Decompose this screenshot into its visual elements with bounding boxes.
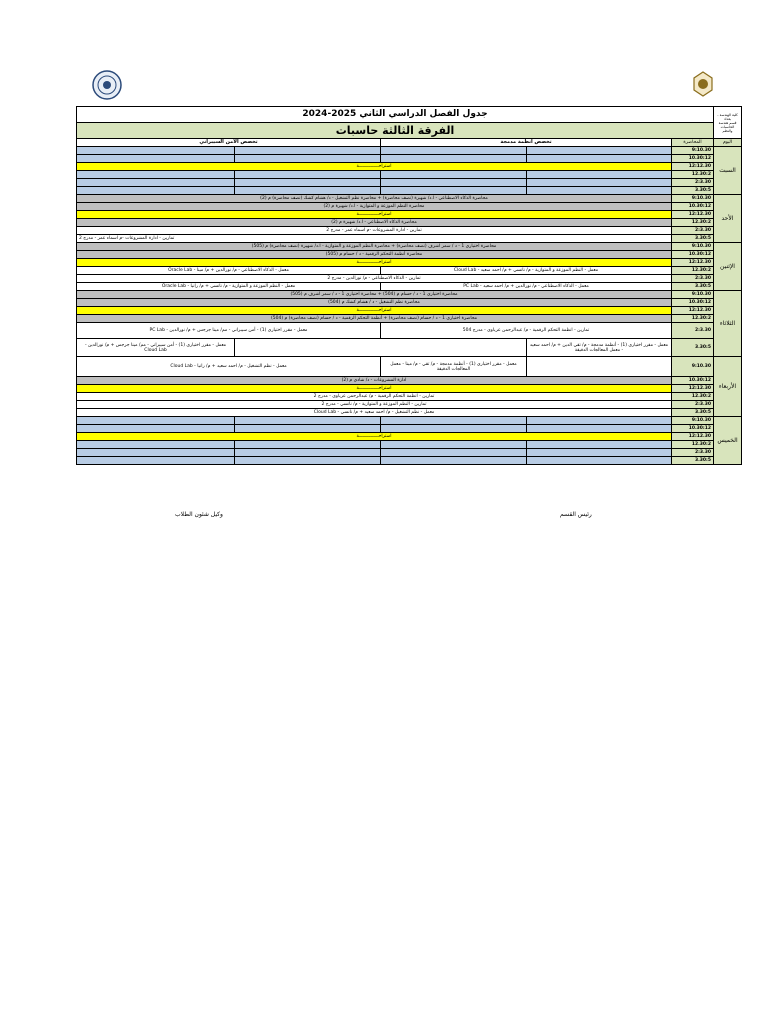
university-seal-logo xyxy=(92,70,122,100)
empty-cell xyxy=(381,155,527,163)
empty-cell xyxy=(235,187,381,195)
class-entry: معمل - مقرر اختياري (1) - أمن سيبراني - مم/ مينا جرجس + م/ نورالدين - Cloud Lab xyxy=(77,339,235,357)
time-slot: 12:12.30 xyxy=(672,211,714,219)
class-entry: تمارين - انظمة التحكم الرقمية - م/ عبدالرحمن عرباوي - مدرج 2 xyxy=(77,393,672,401)
class-entry: محاضرة اختياري 1 - د / سمر اشرف (نصف محاضرة) + محاضرة النظم الموزعة و المتوازية - ا.د/ شهيرة (نصف محاضرة) م (505) xyxy=(77,243,672,251)
empty-cell xyxy=(77,457,235,465)
time-slot: 10.30:12 xyxy=(672,203,714,211)
class-entry: معمل - الذكاء الاصطناعي - م/ نورالدين + م/ احمد سعيد - PC Lab xyxy=(381,283,672,291)
time-slot: 3.30:5 xyxy=(672,409,714,417)
empty-cell xyxy=(235,457,381,465)
empty-cell xyxy=(381,457,527,465)
break-row: استراحـــــــــــــــة xyxy=(77,307,672,315)
time-slot: 3.30:5 xyxy=(672,283,714,291)
faculty-logo xyxy=(688,70,718,100)
time-slot: 12.30:2 xyxy=(672,315,714,323)
empty-cell xyxy=(77,179,235,187)
empty-cell xyxy=(235,339,527,357)
class-entry: تمارين - النظم الموزعة و المتوازية - م/ نانسي - مدرج 2 xyxy=(77,401,672,409)
day-monday: الإثنين xyxy=(714,243,742,291)
class-entry: معمل - النظم الموزعة و المتوازية - م/ نانسي + م/ احمد سعيد - Cloud Lab xyxy=(381,267,672,275)
class-entry: معمل - مقرر اختياري (1) - أنظمة مدمجة - م/ تقي الدين + م/ احمد سعيد - معمل المعالجات الدقيقة xyxy=(527,339,672,357)
break-row: استراحـــــــــــــــة xyxy=(77,385,672,393)
time-slot: 9:10.30 xyxy=(672,357,714,377)
class-entry: محاضرة اختياري 1 - د / حسام م (504) + محاضرة اختياري 1 - د / سمر اشرف م (505) xyxy=(77,291,672,299)
class-entry: معمل - النظم الموزعة و المتوازية - م/ نانسي + م/ رانيا - Oracle Lab xyxy=(77,283,381,291)
empty-cell xyxy=(527,187,672,195)
day-saturday: السبت xyxy=(714,147,742,195)
time-slot: 2:3.30 xyxy=(672,449,714,457)
day-sunday: الأحد xyxy=(714,195,742,243)
empty-cell xyxy=(235,155,381,163)
empty-cell xyxy=(381,449,527,457)
empty-cell xyxy=(527,417,672,425)
schedule-title: جدول الفصل الدراسي الثاني 2025-2024 xyxy=(77,107,714,123)
empty-cell xyxy=(77,449,235,457)
time-slot: 2:3.30 xyxy=(672,401,714,409)
empty-cell xyxy=(235,179,381,187)
class-entry: ادارة المشروعات - د/ شادي م (2) xyxy=(77,377,672,385)
day-thursday: الخميس xyxy=(714,417,742,465)
time-slot: 2:3.30 xyxy=(672,275,714,283)
class-entry: تمارين - الذكاء الاصطناعي - م/ نورالدين - مدرج 2 xyxy=(77,275,672,283)
empty-cell xyxy=(235,147,381,155)
empty-cell xyxy=(235,441,381,449)
day-tuesday: الثلاثاء xyxy=(714,291,742,357)
day-wednesday: الأربعاء xyxy=(714,357,742,417)
time-slot: 9:10.30 xyxy=(672,291,714,299)
class-entry: تمارين - ادارة المشروعات -م اسماء عمر - مدرج 2 xyxy=(77,227,672,235)
class-entry: محاضرة الذكاء الاصطناعي - ا.د/ شهيرة (نصف محاضرة) + محاضرة نظم التشغيل - د/ هشام كشك (نصف محاضرة) م (2) xyxy=(77,195,672,203)
time-slot: 12:12.30 xyxy=(672,433,714,441)
break-row: استراحـــــــــــــــة xyxy=(77,259,672,267)
empty-cell xyxy=(381,441,527,449)
empty-cell xyxy=(235,171,381,179)
time-slot: 12:12.30 xyxy=(672,307,714,315)
class-entry: محاضرة النظم الموزعة و المتوازية - ا.د/ شهيرة م (2) xyxy=(77,203,672,211)
time-slot: 10.30:12 xyxy=(672,377,714,385)
class-entry: معمل - مقرر اختياري (1) - أمن سيبراني - مم/ مينا جرجس + م/ نورالدين - PC Lab xyxy=(77,323,381,339)
break-row: استراحـــــــــــــــة xyxy=(77,163,672,171)
empty-cell xyxy=(77,171,235,179)
empty-cell xyxy=(381,147,527,155)
empty-cell xyxy=(77,425,235,433)
class-entry: تمارين - ادارة المشروعات -م اسماء عمر - مدرج 2 xyxy=(77,235,672,243)
department-head-signature: رئيس القسم xyxy=(560,511,592,518)
class-subtitle: الفرقة الثالثة حاسبات xyxy=(77,123,714,139)
day-column-header: اليوم xyxy=(714,139,742,147)
class-entry: معمل - نظم التشغيل - م/ احمد سعيد + م/ نانسي - Cloud Lab xyxy=(77,409,672,417)
empty-cell xyxy=(77,441,235,449)
time-slot: 2:3.30 xyxy=(672,179,714,187)
time-slot: 12.30:2 xyxy=(672,441,714,449)
break-row: استراحـــــــــــــــة xyxy=(77,433,672,441)
class-entry: محاضرة نظم التشغيل - د / هشام كشك م (504) xyxy=(77,299,672,307)
class-entry: محاضرة أنظمة التحكم الرقمية - د / حسام م (505) xyxy=(77,251,672,259)
empty-cell xyxy=(381,171,527,179)
class-entry: معمل - مقرر اختياري (1) - أنظمة مدمجة - م/ تقي - م/ مينا - معمل المعالجات الدقيقة xyxy=(381,357,527,377)
time-slot: 12.30:2 xyxy=(672,267,714,275)
empty-cell xyxy=(527,171,672,179)
empty-cell xyxy=(381,417,527,425)
time-slot: 12:12.30 xyxy=(672,385,714,393)
empty-cell xyxy=(77,187,235,195)
empty-cell xyxy=(527,449,672,457)
time-slot: 10.30:12 xyxy=(672,155,714,163)
empty-cell xyxy=(381,179,527,187)
time-slot: 10.30:12 xyxy=(672,251,714,259)
time-slot: 2:3.30 xyxy=(672,323,714,339)
time-slot: 2:3.30 xyxy=(672,227,714,235)
time-slot: 9:10.30 xyxy=(672,243,714,251)
time-slot: 12.30:2 xyxy=(672,393,714,401)
empty-cell xyxy=(527,457,672,465)
class-entry: محاضرة الذكاء الاصطناعي - ا.د/ شهيرة م (2) xyxy=(77,219,672,227)
time-slot: 9:10.30 xyxy=(672,195,714,203)
empty-cell xyxy=(77,147,235,155)
empty-cell xyxy=(527,155,672,163)
empty-cell xyxy=(235,425,381,433)
empty-cell xyxy=(527,357,672,377)
empty-cell xyxy=(381,425,527,433)
time-slot: 12.30:2 xyxy=(672,171,714,179)
empty-cell xyxy=(527,425,672,433)
time-column-header: المحاضرة xyxy=(672,139,714,147)
time-slot: 3.30:5 xyxy=(672,457,714,465)
time-slot: 9:10.30 xyxy=(672,417,714,425)
empty-cell xyxy=(235,449,381,457)
time-slot: 12:12.30 xyxy=(672,163,714,171)
class-entry: محاضرة اختياري 1 - د / حسام (نصف محاضرة) + أنظمة التحكم الرقمية - د / حسام (نصف محاضرة) م (504) xyxy=(77,315,672,323)
time-slot: 9:10.30 xyxy=(672,147,714,155)
student-affairs-signature: وكيل شئون الطلاب xyxy=(175,511,223,518)
university-name: كلية الهندسة - بغداد قسم هندسة الحاسبات والنظم xyxy=(714,107,742,139)
empty-cell xyxy=(527,147,672,155)
class-entry: معمل - نظم التشغيل - م/ احمد سعيد + م/ رانيا - Cloud Lab xyxy=(77,357,381,377)
time-slot: 12.30:2 xyxy=(672,219,714,227)
time-slot: 12:12.30 xyxy=(672,259,714,267)
break-row: استراحـــــــــــــــة xyxy=(77,211,672,219)
time-slot: 3.30:5 xyxy=(672,235,714,243)
time-slot: 3.30:5 xyxy=(672,187,714,195)
class-entry: تمارين - انظمة التحكم الرقمية - م/ عبدالرحمن عرباوي - مدرج 504 xyxy=(381,323,672,339)
time-slot: 10.30:12 xyxy=(672,299,714,307)
empty-cell xyxy=(77,155,235,163)
time-slot: 10.30:12 xyxy=(672,425,714,433)
class-entry: معمل - الذكاء الاصطناعي - م/ نورالدين + م/ مينا - Oracle Lab xyxy=(77,267,381,275)
track-embedded-header: تخصص أنظمة مدمجة xyxy=(381,139,672,147)
time-slot: 3.30:5 xyxy=(672,339,714,357)
schedule-table xyxy=(76,106,742,465)
empty-cell xyxy=(527,441,672,449)
empty-cell xyxy=(381,187,527,195)
track-cyber-header: تخصص الأمن السيبراني xyxy=(77,139,381,147)
empty-cell xyxy=(527,179,672,187)
empty-cell xyxy=(77,417,235,425)
empty-cell xyxy=(235,417,381,425)
